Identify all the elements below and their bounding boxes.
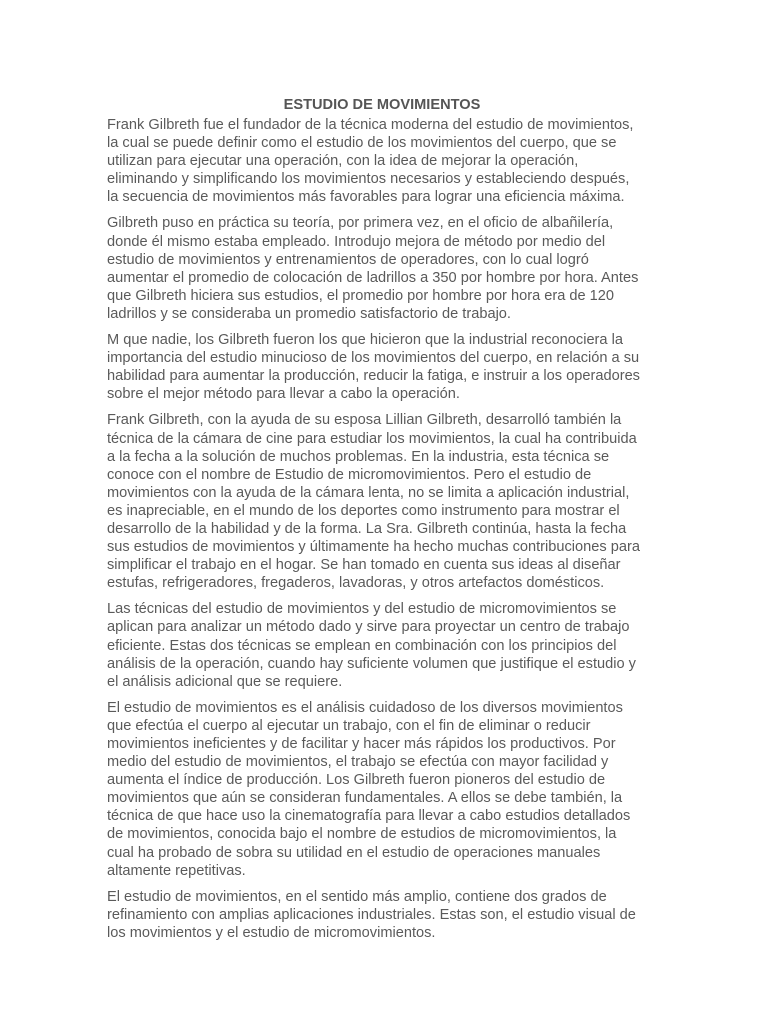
paragraph-3 <box>107 331 657 403</box>
text-line: aumentar el promedio de colocación de ladrillos a 350 por hombre por hora. Antes <box>107 269 639 286</box>
paragraph-1 <box>107 116 657 206</box>
text-line: la cual se puede definir como el estudio de los movimientos del cuerpo, que se <box>107 135 617 152</box>
paragraph-2 <box>107 214 657 323</box>
text-line: Frank Gilbreth fue el fundador de la técnica moderna del estudio de movimientos, <box>107 117 634 133</box>
paragraph-6 <box>107 699 657 880</box>
text-line: los movimientos y el estudio de micromovimientos. <box>107 924 436 941</box>
text-line: cual ha probado de sobra su utilidad en el estudio de operaciones manuales <box>107 844 601 861</box>
text-line: que efectúa el cuerpo al ejecutar un trabajo, con el fin de eliminar o reducir <box>107 717 591 734</box>
text-line: ladrillos y se consideraba un promedio satisfactorio de trabajo. <box>107 305 511 322</box>
text-line: de movimientos, conocida bajo el nombre de estudios de micromovimientos, la <box>107 826 617 843</box>
paragraph-5 <box>107 600 657 690</box>
text-line: El estudio de movimientos, en el sentido más amplio, contiene dos grados de <box>107 888 607 905</box>
text-line: medio del estudio de movimientos, el trabajo se efectúa con mayor facilidad y <box>107 754 609 771</box>
text-line: importancia del estudio minucioso de los movimientos del cuerpo, en relación a su <box>107 350 640 367</box>
text-line: aplican para analizar un método dado y sirve para proyectar un centro de trabajo <box>107 619 630 636</box>
text-line: movimientos ineficientes y de facilitar y hacer más rápidos los productivos. Por <box>107 736 616 752</box>
text-line: sus estudios de movimientos y últimamente ha hecho muchas contribuciones para <box>107 539 640 556</box>
text-line: eliminando y simplificando los movimientos necesarios y estableciendo después, <box>107 171 630 188</box>
text-line: estudio de movimientos y entrenamientos de operadores, con lo cual logró <box>107 251 589 268</box>
text-line: técnica de que hace uso la cinematografía para llevar a cabo estudios detallados <box>107 808 631 825</box>
text-line: utilizan para ejecutar una operación, con la idea de mejorar la operación, <box>107 153 579 170</box>
paragraph-4 <box>107 411 657 592</box>
text-line: Gilbreth puso en práctica su teoría, por primera vez, en el oficio de albañilería, <box>107 215 614 232</box>
text-line: Frank Gilbreth, con la ayuda de su esposa Lillian Gilbreth, desarrolló también la <box>107 412 622 429</box>
text-line: la secuencia de movimientos más favorables para lograr una eficiencia máxima. <box>107 189 625 206</box>
text-line: técnica de la cámara de cine para estudiar los movimientos, la cual ha contribuida <box>107 430 637 447</box>
text-line: refinamiento con amplias aplicaciones industriales. Estas son, el estudio visual de <box>107 906 636 923</box>
document-title: ESTUDIO DE MOVIMIENTOS <box>283 97 481 113</box>
text-line: el análisis adicional que se requiere. <box>107 673 343 690</box>
paragraph-7 <box>107 888 657 942</box>
text-line: habilidad para aumentar la producción, reducir la fatiga, e instruir a los operadores <box>107 368 640 385</box>
text-line: donde él mismo estaba empleado. Introdujo mejora de método por medio del <box>107 233 606 250</box>
text-line: a la fecha a la solución de muchos problemas. En la industria, esta técnica se <box>107 448 610 465</box>
document-body <box>107 116 657 942</box>
text-line: conoce con el nombre de Estudio de micromovimientos. Pero el estudio de <box>107 466 592 483</box>
text-line: simplificar el trabajo en el hogar. Se han tomado en cuenta sus ideas al diseñar <box>107 557 621 574</box>
text-line: movimientos que aún se consideran fundamentales. A ellos se debe también, la <box>107 790 623 807</box>
text-line: análisis de la operación, cuando hay suficiente volumen que justifique el estudio y <box>107 655 636 672</box>
text-line: M que nadie, los Gilbreth fueron los que hicieron que la industrial reconociera la <box>107 332 623 349</box>
text-line: estufas, refrigeradores, fregaderos, lavadoras, y otros artefactos domésticos. <box>107 575 605 592</box>
document-page <box>107 96 657 950</box>
text-line: eficiente. Estas dos técnicas se emplean en combinación con los principios del <box>107 637 617 654</box>
text-line: altamente repetitivas. <box>107 862 246 879</box>
text-line: El estudio de movimientos es el análisis cuidadoso de los diversos movimientos <box>107 699 623 716</box>
text-line: Las técnicas del estudio de movimientos y del estudio de micromovimientos se <box>107 601 617 618</box>
text-line: que Gilbreth hiciera sus estudios, el promedio por hombre por hora era de 120 <box>107 287 615 304</box>
text-line: aumenta el índice de producción. Los Gilbreth fueron pioneros del estudio de <box>107 772 606 789</box>
text-line: desarrollo de la habilidad y de la forma. La Sra. Gilbreth continúa, hasta la fecha <box>107 520 627 537</box>
text-line: movimientos con la ayuda de la cámara lenta, no se limita a aplicación industrial, <box>107 484 630 501</box>
text-line: es inapreciable, en el mundo de los deportes como instrumento para mostrar el <box>107 502 620 519</box>
text-line: sobre el mejor método para llevar a cabo la operación. <box>107 386 460 403</box>
